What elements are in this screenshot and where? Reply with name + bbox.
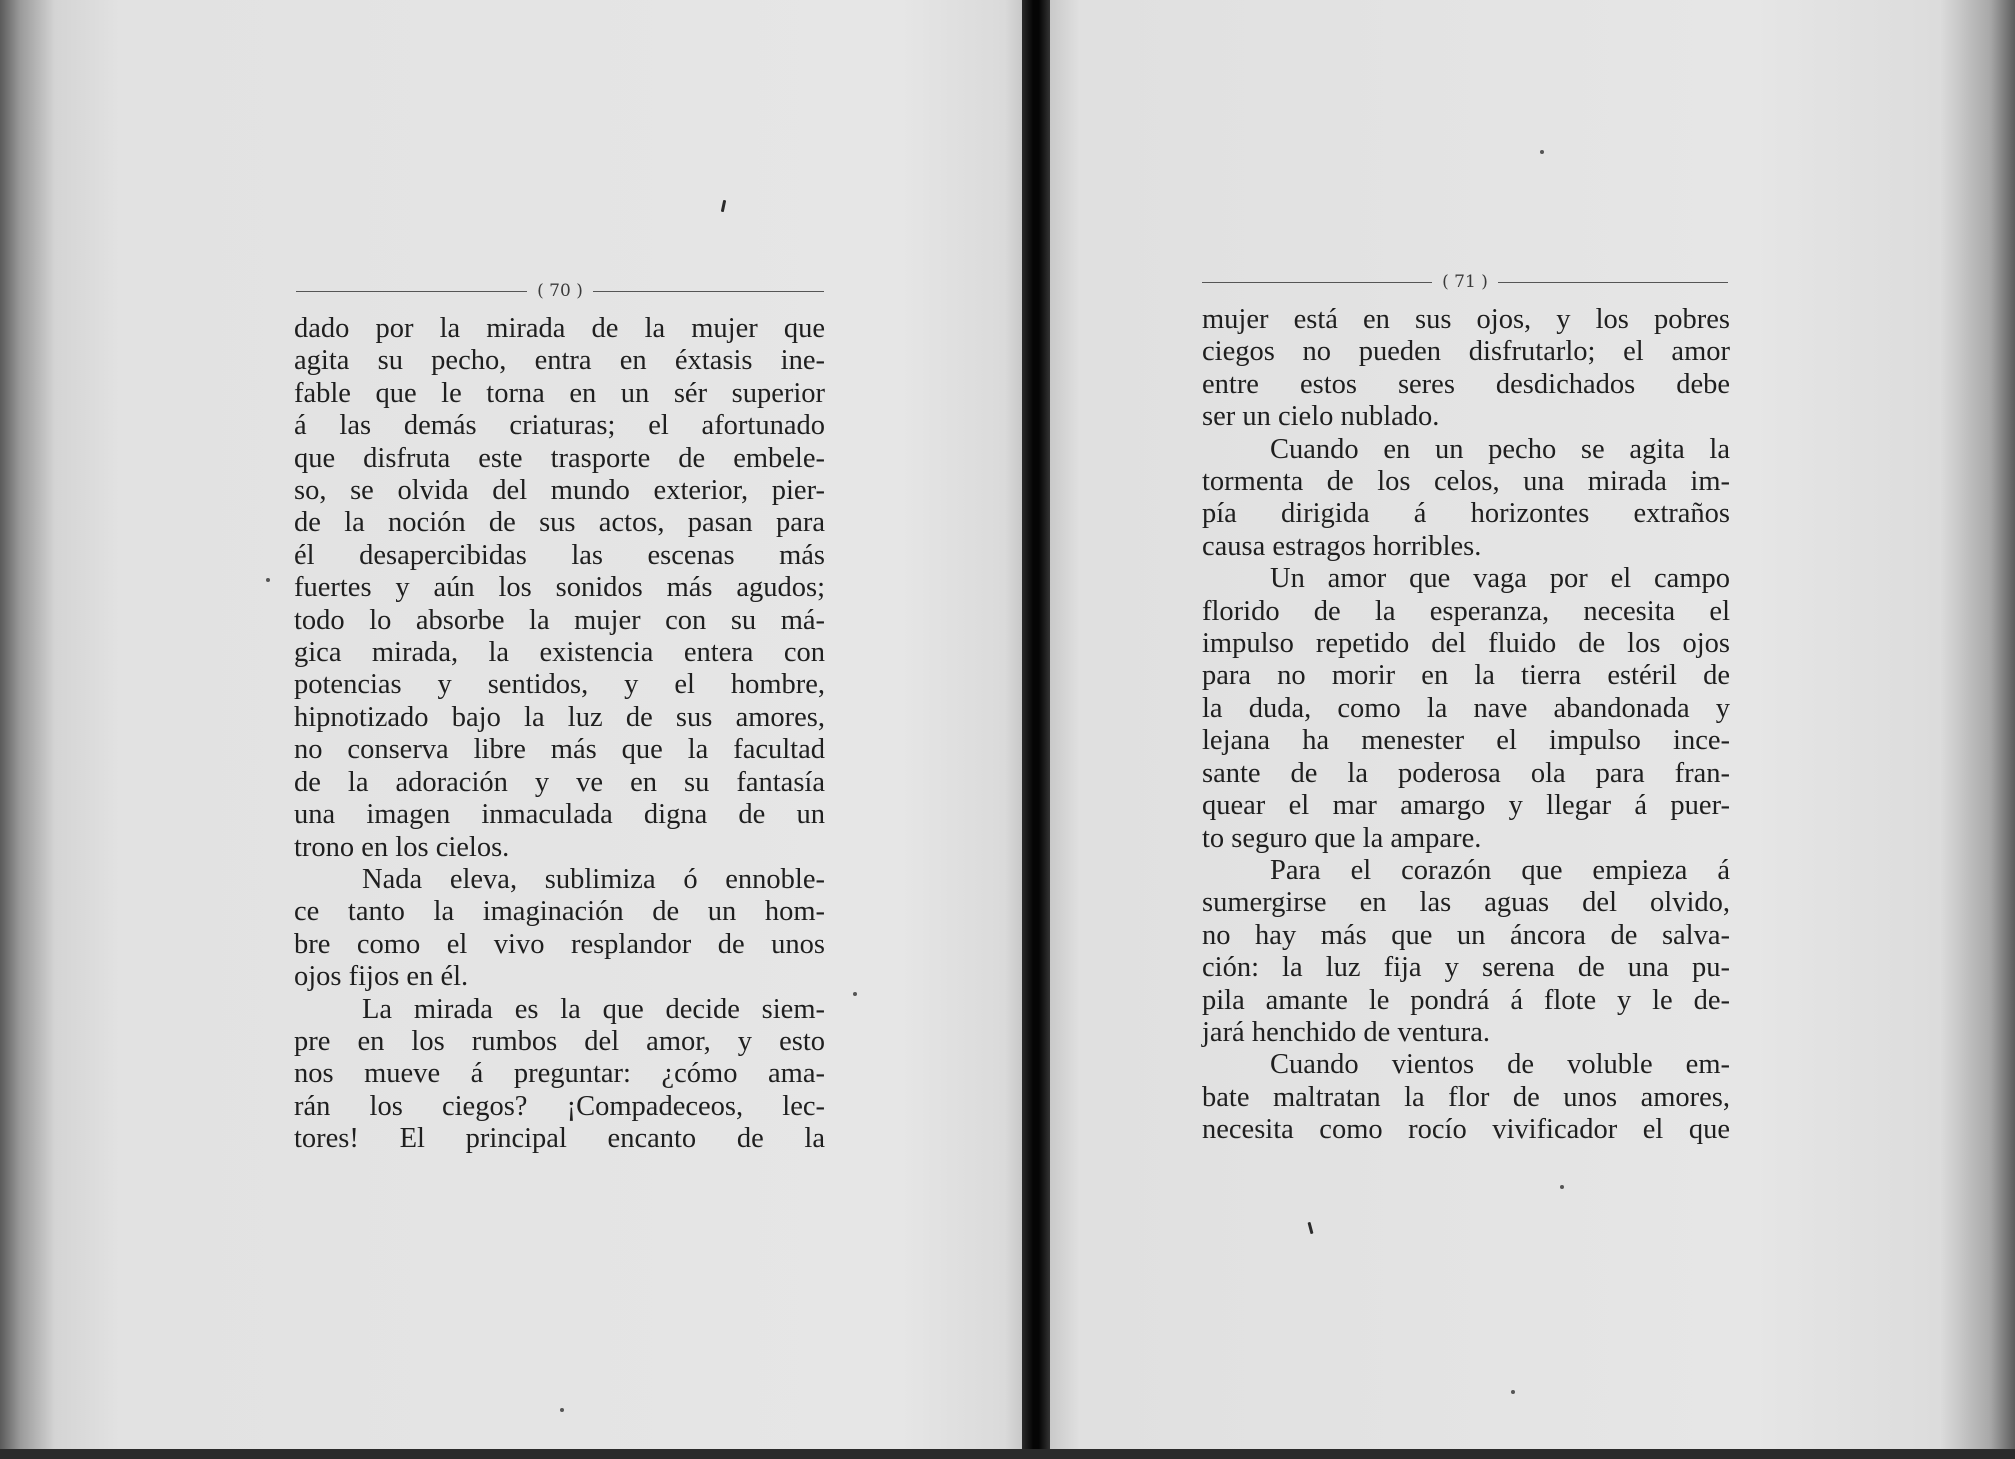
text-line: dado por la mirada de la mujer que — [294, 313, 825, 344]
text-line: lejana ha menester el impulso ince- — [1202, 725, 1730, 757]
text-line: pila amante le pondrá á flote y le de- — [1202, 984, 1730, 1016]
left-page-text — [294, 313, 825, 1156]
ink-speck — [1540, 150, 1544, 154]
text-line: jará henchido de ventura. — [1202, 1016, 1491, 1048]
text-line: él desapercibidas las escenas más — [294, 539, 825, 571]
text-line: no conserva libre más que la facultad — [294, 734, 825, 766]
ink-speck — [1511, 1390, 1515, 1394]
text-line: florido de la esperanza, necesita el — [1202, 595, 1730, 627]
head-rule — [1498, 282, 1728, 283]
text-line: necesita como rocío vivificador el que — [1202, 1114, 1730, 1146]
text-line: que disfruta este trasporte de embele- — [294, 442, 825, 474]
text-line: potencias y sentidos, y el hombre, — [294, 669, 825, 701]
scan-edge — [0, 1449, 2015, 1459]
text-line: tores! El principal encanto de la — [294, 1123, 825, 1155]
ink-speck — [266, 578, 270, 582]
left-page-number: ( 70 ) — [537, 281, 583, 301]
text-line: to seguro que la ampare. — [1202, 822, 1482, 854]
text-line: impulso repetido del fluido de los ojos — [1202, 628, 1730, 660]
text-line: á las demás criaturas; el afortunado — [294, 410, 825, 442]
text-line: Cuando en un pecho se agita la — [1270, 433, 1730, 465]
text-line: sante de la poderosa ola para fran- — [1202, 757, 1730, 789]
text-line: fable que le torna en un sér superior — [294, 377, 825, 409]
text-line: ciegos no pueden disfrutarlo; el amor — [1202, 336, 1730, 368]
right-running-head — [1202, 272, 1728, 292]
text-line: Cuando vientos de voluble em- — [1270, 1049, 1730, 1081]
text-line: Nada eleva, sublimiza ó ennoble- — [362, 863, 825, 895]
text-line: una imagen inmaculada digna de un — [294, 799, 825, 831]
text-line: ser un cielo nublado. — [1202, 401, 1440, 433]
text-line: causa estragos horribles. — [1202, 530, 1482, 562]
text-line: La mirada es la que decide siem- — [362, 993, 825, 1025]
text-line: Para el corazón que empieza á — [1270, 854, 1730, 886]
book-gutter — [1022, 0, 1050, 1459]
text-line: trono en los cielos. — [294, 831, 510, 863]
head-rule — [593, 291, 824, 292]
left-running-head — [296, 281, 824, 301]
text-line: ce tanto la imaginación de un hom- — [294, 896, 825, 928]
text-line: no hay más que un áncora de salva- — [1202, 919, 1730, 951]
text-line: bre como el vivo resplandor de unos — [294, 928, 825, 960]
text-line: gica mirada, la existencia entera con — [294, 637, 825, 669]
text-line: tormenta de los celos, una mirada im- — [1202, 466, 1730, 498]
text-line: Un amor que vaga por el campo — [1270, 563, 1730, 595]
text-line: nos mueve á preguntar: ¿cómo ama- — [294, 1058, 825, 1090]
ink-speck — [560, 1408, 564, 1412]
head-rule — [1202, 282, 1432, 283]
text-line: rán los ciegos? ¡Compadeceos, lec- — [294, 1090, 825, 1122]
text-line: fuertes y aún los sonidos más agudos; — [294, 572, 825, 604]
text-line: bate maltratan la flor de unos amores, — [1202, 1081, 1730, 1113]
right-page-number: ( 71 ) — [1442, 272, 1488, 292]
text-line: entre estos seres desdichados debe — [1202, 368, 1730, 400]
text-line: la duda, como la nave abandonada y — [1202, 692, 1730, 724]
text-line: so, se olvida del mundo exterior, pier- — [294, 475, 825, 507]
text-line: para no morir en la tierra estéril de — [1202, 660, 1730, 692]
text-line: quear el mar amargo y llegar á puer- — [1202, 790, 1730, 822]
text-line: agita su pecho, entra en éxtasis ine- — [294, 345, 825, 377]
text-line: sumergirse en las aguas del olvido, — [1202, 887, 1730, 919]
text-line: pre en los rumbos del amor, y esto — [294, 1025, 825, 1057]
right-page-text — [1202, 304, 1730, 1147]
text-line: ción: la luz fija y serena de una pu- — [1202, 952, 1730, 984]
text-line: ojos fijos en él. — [294, 961, 469, 993]
head-rule — [296, 291, 527, 292]
text-line: mujer está en sus ojos, y los pobres — [1202, 304, 1730, 335]
text-line: hipnotizado bajo la luz de sus amores, — [294, 701, 825, 733]
text-line: de la noción de sus actos, pasan para — [294, 507, 825, 539]
text-line: pía dirigida á horizontes extraños — [1202, 498, 1730, 530]
ink-speck — [853, 992, 857, 996]
text-line: de la adoración y ve en su fantasía — [294, 766, 825, 798]
ink-speck — [1560, 1185, 1564, 1189]
text-line: todo lo absorbe la mujer con su má- — [294, 604, 825, 636]
